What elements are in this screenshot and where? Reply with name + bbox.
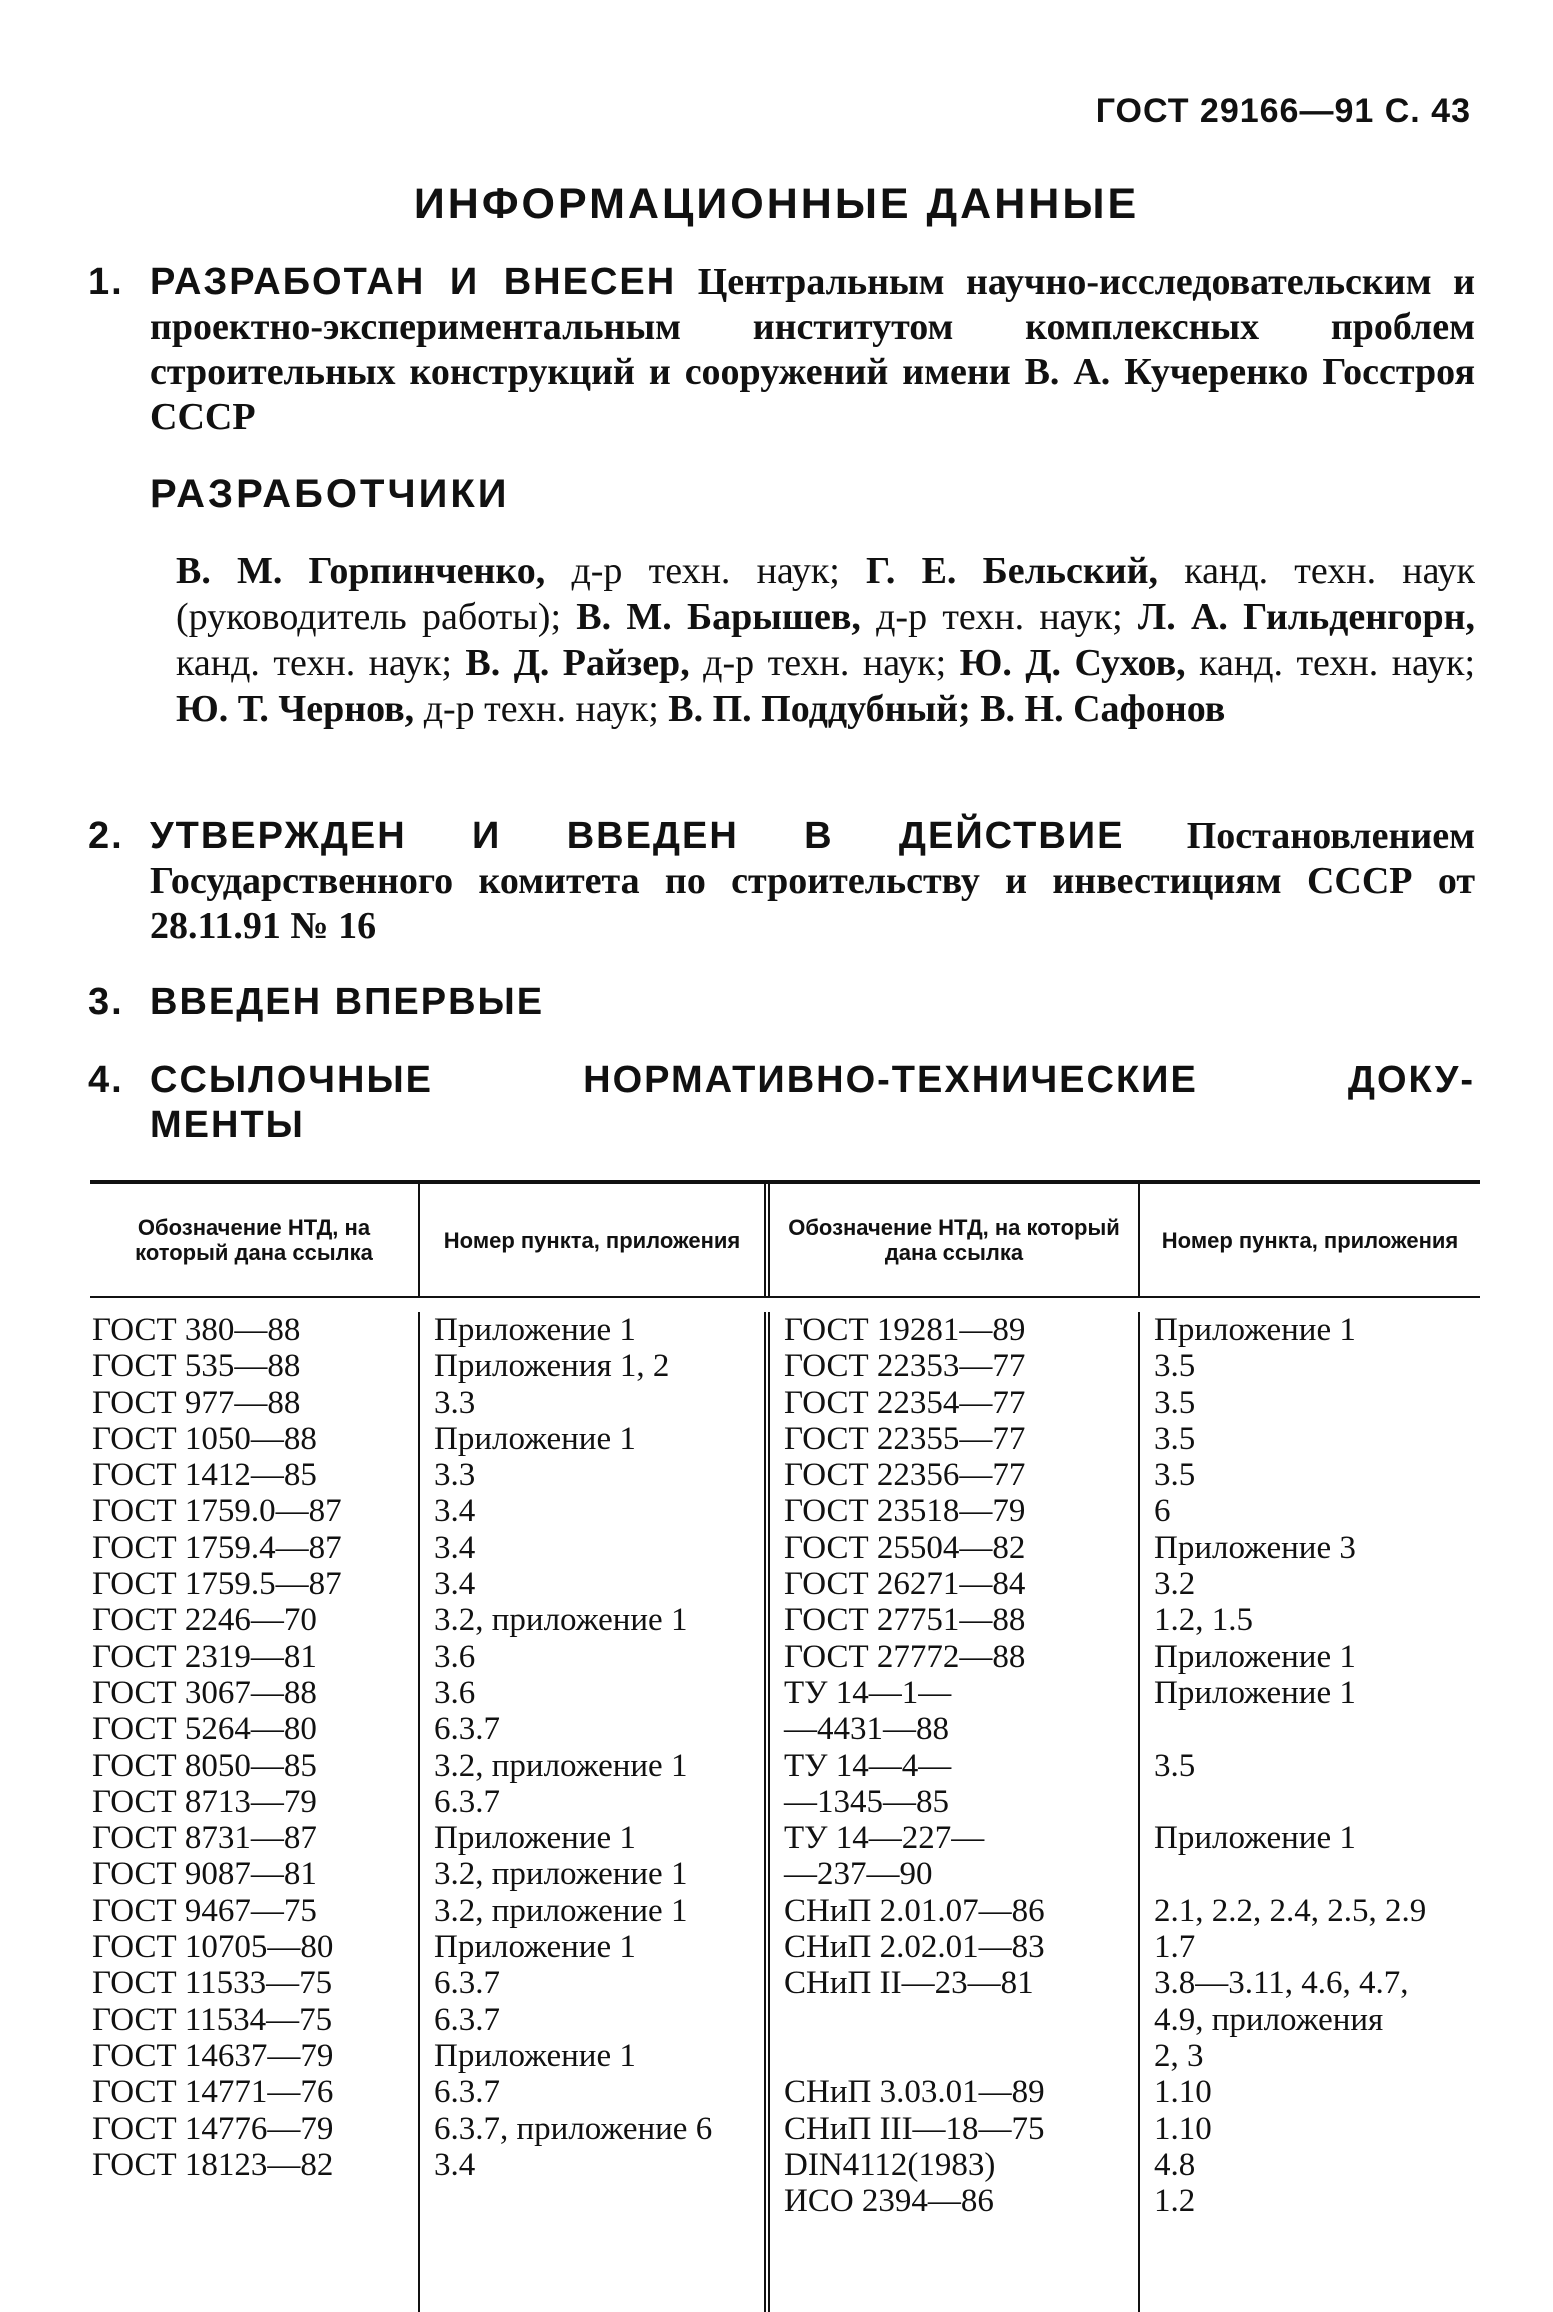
section-2 (88, 814, 1475, 949)
section-2-heading: УТВЕРЖДЕН И ВВЕДЕН В ДЕЙСТВИЕ (150, 815, 1125, 857)
table-cell-ref: 1.7 (1154, 1929, 1196, 1966)
table-cell-doc: СНиП III—18—75 (784, 2110, 1045, 2147)
section-3 (88, 980, 1475, 1025)
table-cell-ref: 3.3 (434, 1457, 476, 1494)
references-table-header (90, 1184, 1480, 1298)
table-cell-ref: 1.2, 1.5 (1154, 1602, 1253, 1639)
table-cell-doc: ГОСТ 9087—81 (92, 1856, 317, 1893)
table-cell-ref: 6.3.7 (434, 1965, 500, 2002)
table-cell-doc: ГОСТ 22355—77 (784, 1420, 1026, 1457)
section-4 (88, 1058, 1475, 1148)
table-cell-ref: 6.3.7 (434, 1783, 500, 1820)
table-cell-ref: 1.10 (1154, 2110, 1212, 2147)
table-cell-ref: 6.3.7 (434, 2001, 500, 2038)
table-cell-doc: —237—90 (784, 1856, 933, 1893)
table-cell-doc: ГОСТ 14637—79 (92, 2037, 334, 2074)
table-cell-ref: 1.10 (1154, 2074, 1212, 2111)
developer-title: канд. техн. наук (руководитель работы); (176, 550, 1475, 638)
section-2-number: 2. (88, 815, 124, 857)
table-cell-doc: ГОСТ 23518—79 (784, 1493, 1026, 1530)
table-cell-doc (784, 2002, 1138, 2038)
table-cell-doc: ГОСТ 11534—75 (92, 2001, 333, 2038)
table-cell-ref: 3.4 (434, 1566, 476, 1603)
section-1 (88, 260, 1475, 440)
table-cell-ref: Приложение 1 (434, 2037, 636, 2074)
table-cell-ref: 3.2 (1154, 1566, 1196, 1603)
table-cell-ref: 2.1, 2.2, 2.4, 2.5, 2.9 (1154, 1892, 1427, 1929)
table-cell-ref: 3.4 (434, 1529, 476, 1566)
table-cell-doc: ГОСТ 2246—70 (92, 1602, 317, 1639)
table-cell-doc: ГОСТ 27751—88 (784, 1602, 1026, 1639)
references-table (90, 1180, 1480, 2312)
table-cell-doc: ГОСТ 8050—85 (92, 1747, 317, 1784)
table-cell-doc: ГОСТ 3067—88 (92, 1674, 317, 1711)
table-cell-ref: 6.3.7 (434, 2074, 500, 2111)
section-1-heading: РАЗРАБОТАН И ВНЕСЕН (150, 261, 677, 303)
section-4-heading-line2: МЕНТЫ (150, 1104, 305, 1146)
table-cell-doc: ГОСТ 380—88 (92, 1312, 301, 1348)
developer-name: Ю. Т. Чернов, (176, 688, 415, 730)
developer-name: Л. А. Гильденгорн, (1137, 596, 1476, 638)
table-cell-doc: ГОСТ 9467—75 (92, 1892, 317, 1929)
table-cell-doc: ГОСТ 14771—76 (92, 2074, 334, 2111)
table-cell-doc: СНиП 3.03.01—89 (784, 2074, 1045, 2111)
table-cell-ref: 4.9, приложения (1154, 2001, 1384, 2038)
table-cell-doc: ГОСТ 27772—88 (784, 1638, 1026, 1675)
table-cell-doc: ГОСТ 5264—80 (92, 1711, 317, 1748)
table-cell-doc: —4431—88 (784, 1711, 949, 1748)
table-cell-doc: ТУ 14—227— (784, 1820, 985, 1857)
section-1-body (150, 260, 1475, 440)
developer-name: Г. Е. Бельский, (866, 550, 1159, 592)
table-cell-ref: 6 (1154, 1493, 1171, 1530)
table-cell-ref: Приложение 1 (434, 1420, 636, 1457)
developer-title: д-р техн. наук; (414, 688, 669, 730)
section-4-body (150, 1058, 1475, 1148)
table-cell-ref: Приложение 1 (1154, 1674, 1356, 1711)
section-2-body (150, 814, 1475, 949)
table-cell-ref: 3.5 (1154, 1384, 1196, 1421)
table-cell-ref (1154, 1711, 1480, 1747)
table-cell-ref: 3.5 (1154, 1457, 1196, 1494)
table-cell-ref: 3.2, приложение 1 (434, 1747, 688, 1784)
table-cell-doc: ГОСТ 1412—85 (92, 1457, 317, 1494)
table-cell-ref: 6.3.7 (434, 1711, 500, 1748)
header-doc-right: Обозначение НТД, на который дана ссылка (770, 1184, 1140, 1296)
table-cell-doc: ГОСТ 22356—77 (784, 1457, 1026, 1494)
table-cell-doc: ТУ 14—1— (784, 1674, 952, 1711)
table-cell-ref (1154, 1784, 1480, 1820)
table-cell-doc: ГОСТ 11533—75 (92, 1965, 333, 2002)
section-4-heading-word-3: ДОКУ- (1347, 1059, 1475, 1101)
developer-title: д-р техн. наук; (860, 596, 1138, 638)
table-cell-doc: ГОСТ 8731—87 (92, 1820, 317, 1857)
header-doc-left: Обозначение НТД, на который дана ссылка (90, 1184, 420, 1296)
table-cell-doc: DIN4112(1983) (784, 2146, 996, 2183)
column-doc-right (770, 1312, 1140, 2312)
table-cell-doc: ГОСТ 1759.5—87 (92, 1566, 342, 1603)
developer-title: канд. техн. наук; (1185, 642, 1476, 684)
page-header-standard-ref: ГОСТ 29166—91 С. 43 (1095, 92, 1471, 130)
section-3-number: 3. (88, 981, 124, 1023)
table-cell-ref: 3.4 (434, 1493, 476, 1530)
table-cell-doc: ГОСТ 25504—82 (784, 1529, 1026, 1566)
developer-title: канд. техн. наук; (176, 642, 466, 684)
table-cell-doc: ГОСТ 1759.0—87 (92, 1493, 342, 1530)
table-cell-ref: 3.5 (1154, 1747, 1196, 1784)
table-cell-doc: ГОСТ 2319—81 (92, 1638, 317, 1675)
section-1-text: Центральным научно-исследовательским и проектно-экспериментальным институтом комплексных проблем строительных конструкций и сооружений имени В. А. Кучеренко Госстроя СССР (150, 261, 1475, 438)
header-ref-left: Номер пункта, приложения (420, 1184, 770, 1296)
table-cell-ref: 3.8—3.11, 4.6, 4.7, (1154, 1965, 1409, 2002)
table-cell-ref: Приложение 3 (1154, 1529, 1356, 1566)
table-cell-doc: ГОСТ 8713—79 (92, 1783, 317, 1820)
section-4-number: 4. (88, 1059, 124, 1101)
table-cell-doc: СНиП II—23—81 (784, 1965, 1034, 2002)
column-ref-right (1140, 1312, 1480, 2312)
page-title: ИНФОРМАЦИОННЫЕ ДАННЫЕ (413, 180, 1140, 228)
header-ref-right: Номер пункта, приложения (1161, 1227, 1459, 1253)
table-cell-ref: 3.2, приложение 1 (434, 1892, 688, 1929)
developer-name: В. М. Барышев, (576, 596, 861, 638)
developer-title: д-р техн. наук; (545, 550, 867, 592)
table-cell-doc: ГОСТ 26271—84 (784, 1566, 1026, 1603)
table-cell-doc: ГОСТ 1050—88 (92, 1420, 317, 1457)
table-cell-ref: 6.3.7, приложение 6 (434, 2110, 713, 2147)
table-cell-ref: Приложение 1 (1154, 1638, 1356, 1675)
table-cell-ref: Приложение 1 (1154, 1820, 1356, 1857)
section-3-heading: ВВЕДЕН ВПЕРВЫЕ (150, 981, 545, 1023)
table-cell-ref: Приложение 1 (1154, 1312, 1356, 1348)
table-cell-doc: ГОСТ 1759.4—87 (92, 1529, 342, 1566)
developers-heading: РАЗРАБОТЧИКИ (150, 472, 510, 516)
table-cell-ref: 3.5 (1154, 1420, 1196, 1457)
section-4-heading-word-2: НОРМАТИВНО-ТЕХНИЧЕСКИЕ (583, 1059, 1198, 1101)
table-cell-ref: 2, 3 (1154, 2037, 1204, 2074)
table-cell-doc: ИСО 2394—86 (784, 2183, 994, 2220)
table-cell-ref: Приложение 1 (434, 1312, 636, 1348)
section-2-text: Постановлением Государственного комитета по строительству и инвестициям СССР от 28.11.91 № 16 (150, 815, 1475, 947)
table-cell-ref (1154, 1856, 1480, 1892)
table-cell-doc: ТУ 14—4— (784, 1747, 952, 1784)
table-cell-ref: 3.4 (434, 2146, 476, 2183)
developer-name: В. Д. Райзер, (465, 642, 690, 684)
table-cell-doc (784, 2038, 1138, 2074)
table-cell-ref: 3.3 (434, 1384, 476, 1421)
table-cell-doc: ГОСТ 22353—77 (784, 1348, 1026, 1385)
table-cell-doc: ГОСТ 19281—89 (784, 1312, 1026, 1348)
table-cell-ref: 1.2 (1154, 2183, 1196, 2220)
table-cell-doc: СНиП 2.01.07—86 (784, 1892, 1045, 1929)
table-cell-ref: 3.6 (434, 1674, 476, 1711)
section-3-body (150, 980, 1475, 1025)
table-cell-doc: ГОСТ 14776—79 (92, 2110, 334, 2147)
table-cell-ref: Приложение 1 (434, 1820, 636, 1857)
table-cell-doc: ГОСТ 18123—82 (92, 2146, 334, 2183)
table-cell-ref: 3.6 (434, 1638, 476, 1675)
section-4-heading-line1 (150, 1058, 1475, 1103)
developer-title: д-р техн. наук; (689, 642, 960, 684)
column-doc-left (90, 1312, 420, 2312)
column-ref-left (420, 1312, 770, 2312)
section-4-heading-word-1: ССЫЛОЧНЫЕ (150, 1059, 433, 1101)
table-cell-doc: ГОСТ 10705—80 (92, 1929, 334, 1966)
references-table-body (90, 1298, 1480, 2312)
table-cell-doc: ГОСТ 535—88 (92, 1348, 301, 1385)
section-1-number: 1. (88, 261, 124, 303)
table-cell-doc: ГОСТ 977—88 (92, 1384, 301, 1421)
table-cell-ref: 3.2, приложение 1 (434, 1602, 688, 1639)
developers-list (176, 548, 1475, 732)
table-cell-ref: 4.8 (1154, 2146, 1196, 2183)
developer-name: В. П. Поддубный; В. Н. Сафонов (668, 688, 1226, 730)
table-cell-ref: Приложения 1, 2 (434, 1348, 670, 1385)
table-cell-doc: СНиП 2.02.01—83 (784, 1929, 1045, 1966)
table-cell-ref: 3.5 (1154, 1348, 1196, 1385)
table-cell-ref: 3.2, приложение 1 (434, 1856, 688, 1893)
developer-name: Ю. Д. Сухов, (959, 642, 1186, 684)
table-cell-doc: ГОСТ 22354—77 (784, 1384, 1026, 1421)
table-cell-doc: —1345—85 (784, 1783, 949, 1820)
table-cell-ref: Приложение 1 (434, 1929, 636, 1966)
developer-name: В. М. Горпинченко, (176, 550, 546, 592)
